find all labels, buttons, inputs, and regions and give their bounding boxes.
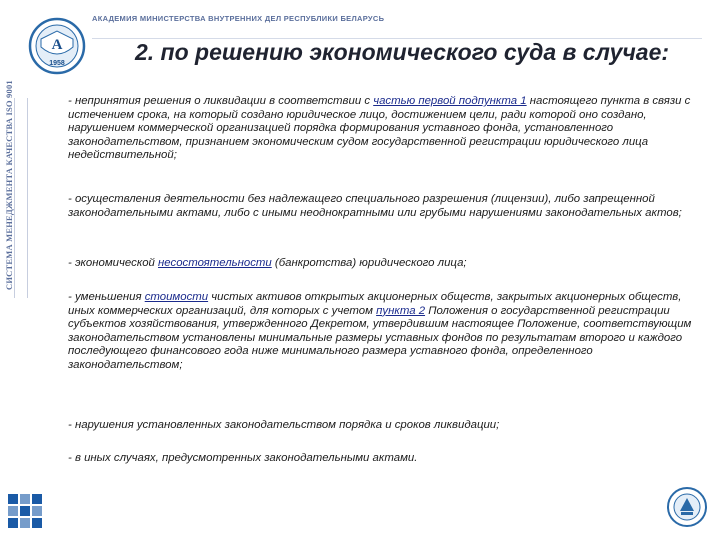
academy-logo [28, 17, 86, 75]
bullet-text: чистых активов открытых акционерных обществ, закрытых акционерных обществ, иных коммерческих организаций, для которых с учетом [68, 291, 682, 317]
bullet-text: Положения о государственной регистрации субъектов хозяйствования, утвержденного Декретом, утвердившим настоящее Положение, соответствующим законодательством установлены минимальные размеры уставных фондов по результатам второго и каждого последующего финансового года ниже минимального размера уставного фонда, определенного законодательством; [68, 304, 692, 371]
bullet-text: настоящего пункта в связи с истечением срока, на который создано юридическое лицо, достижением цели, ради которой оно создано, нарушением коммерческой организацией порядка формирования уставного фонда, установленного законодательством, признанием экономическим судом государственной регистрации юридического лица недействительной; [68, 95, 691, 162]
bullet-item [68, 257, 698, 271]
bullet-text: - экономической [68, 257, 159, 269]
logo-year: 1958 [49, 60, 65, 67]
bullet-item [68, 291, 698, 373]
bullet-text: - осуществления деятельности без надлежащего специального разрешения (лицензии), либо запрещенной законодательными актами, либо с иными неоднократными или грубыми нарушениями законодательных актов; [68, 193, 682, 219]
legal-reference-link[interactable]: частью первой подпункта 1 [373, 95, 527, 107]
side-quality-text: СИСТЕМА МЕНЕДЖМЕНТА КАЧЕСТВА ISO 9001 [4, 80, 14, 290]
logo-letter: A [51, 37, 63, 53]
academy-header: АКАДЕМИЯ МИНИСТЕРСТВА ВНУТРЕННИХ ДЕЛ РЕСПУБЛИКИ БЕЛАРУСЬ [92, 14, 385, 23]
bullet-item [68, 95, 698, 163]
legal-reference-link[interactable]: несостоятельности [158, 257, 272, 269]
bullet-text: - нарушения установленных законодательством порядка и сроков ликвидации; [68, 419, 500, 431]
decorative-squares [6, 490, 50, 536]
academy-seal [666, 486, 708, 528]
legal-reference-link[interactable]: пункта 2 [376, 304, 426, 317]
bullet-text: - уменьшения [68, 291, 145, 303]
legal-reference-link[interactable]: стоимости [144, 291, 209, 303]
bullet-item [68, 193, 698, 220]
bullet-item [68, 452, 698, 466]
bullet-text: (банкротства) юридического лица; [271, 257, 467, 269]
bullet-item [68, 419, 698, 433]
bullet-text: - в иных случаях, предусмотренных законодательными актами. [68, 452, 418, 464]
bullet-text: - непринятия решения о ликвидации в соответствии с [68, 95, 374, 107]
side-bar [14, 98, 28, 298]
slide-title: 2. по решению экономического суда в случае: [134, 39, 670, 65]
